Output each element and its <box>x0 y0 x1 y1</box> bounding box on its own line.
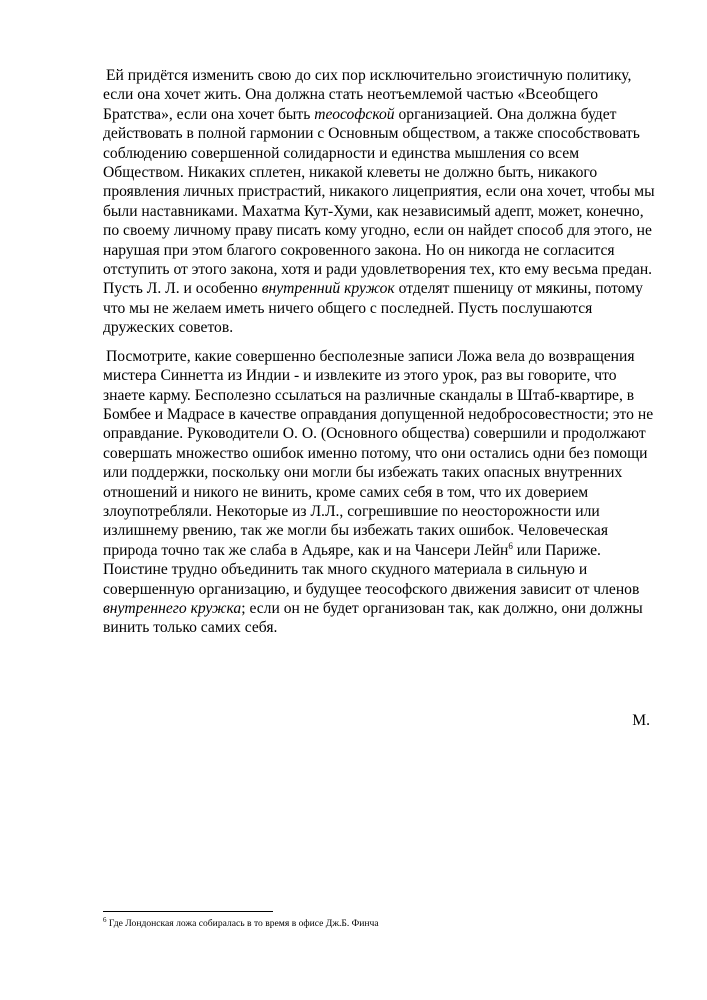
paragraph-2-part-3: ; если он не будет организован так, как должно, они должны винить только самих себя. <box>103 599 643 637</box>
paragraph-2 <box>103 347 655 638</box>
footnote-reference[interactable]: 6 <box>508 540 513 551</box>
paragraph-1-emphasis-2: внутренний кружок <box>261 280 395 298</box>
paragraph-1-part-2: организацией. Она должна будет действовать в полной гармонии с Основным обществом, а также способствовать соблюдению совершенной солидарности и единства мышления со всем Обществом. Никаких сплетен, никакой клеветы не должно быть, никакого проявления личных пристрастий, никакого лицеприятия, если она хочет, чтобы мы были наставниками. Махатма Кут-Хуми, как независимый адепт, может, конечно, по своему личному праву писать кому угодно, если он найдет способ для этого, не нарушая при этом благого сокровенного закона. Но он никогда не согласится отступить от этого закона, хотя и ради удовлетворения тех, кто ему весьма предан. Пусть Л. Л. и особенно <box>103 105 655 298</box>
paragraph-2-part-1: Посмотрите, какие совершенно бесполезные записи Ложа вела до возвращения мистера Синнетта из Индии - и извлеките из этого урок, раз вы говорите, что знаете карму. Бесполезно ссылаться на различные скандалы в Штаб-квартире, в Бомбее и Мадрасе в качестве оправдания допущенной недобросовестности; это не оправдание. Руководители О. О. (Основного общества) совершили и продолжают совершать множество ошибок именно потому, что они остались одни без помощи или поддержки, поскольку они могли бы избежать таких опасных внутренних отношений и никого не винить, кроме самих себя в том, что их доверием злоупотребляли. Некоторые из Л.Л., согрешившие по неосторожности или излишнему рвению, так же могли бы избежать таких ошибок. Человеческая природа точно так же слаба в Адьяре, как и на Чансери Лейн <box>103 347 654 559</box>
footnote-text: Где Лондонская ложа собиралась в то время в офисе Дж.Б. Финча <box>106 918 379 929</box>
letter-body <box>103 66 655 638</box>
footnote-mark: 6 <box>103 915 107 924</box>
paragraph-1 <box>103 66 655 338</box>
footnote-divider <box>103 911 273 912</box>
paragraph-1-emphasis-1: теософской <box>314 105 395 123</box>
paragraph-1-part-1: Ей придётся изменить свою до сих пор исключительно эгоистичную политику, если она хочет жить. Она должна стать неотъемлемой частью «Всеобщего Братства», если она хочет быть <box>103 67 632 123</box>
paragraph-1-part-3: отделят пшеницу от мякины, потому что мы не желаем иметь ничего общего с последней. Пусть послушаются дружеских советов. <box>103 280 643 337</box>
signature: М. <box>632 712 650 729</box>
paragraph-2-part-2: или Париже. Поистине трудно объединить так много скудного материала в сильную и совершенную организацию, и будущее теософского движения зависит от членов <box>103 541 640 598</box>
footnote <box>103 915 655 930</box>
paragraph-2-emphasis: внутреннего кружка <box>103 599 242 617</box>
